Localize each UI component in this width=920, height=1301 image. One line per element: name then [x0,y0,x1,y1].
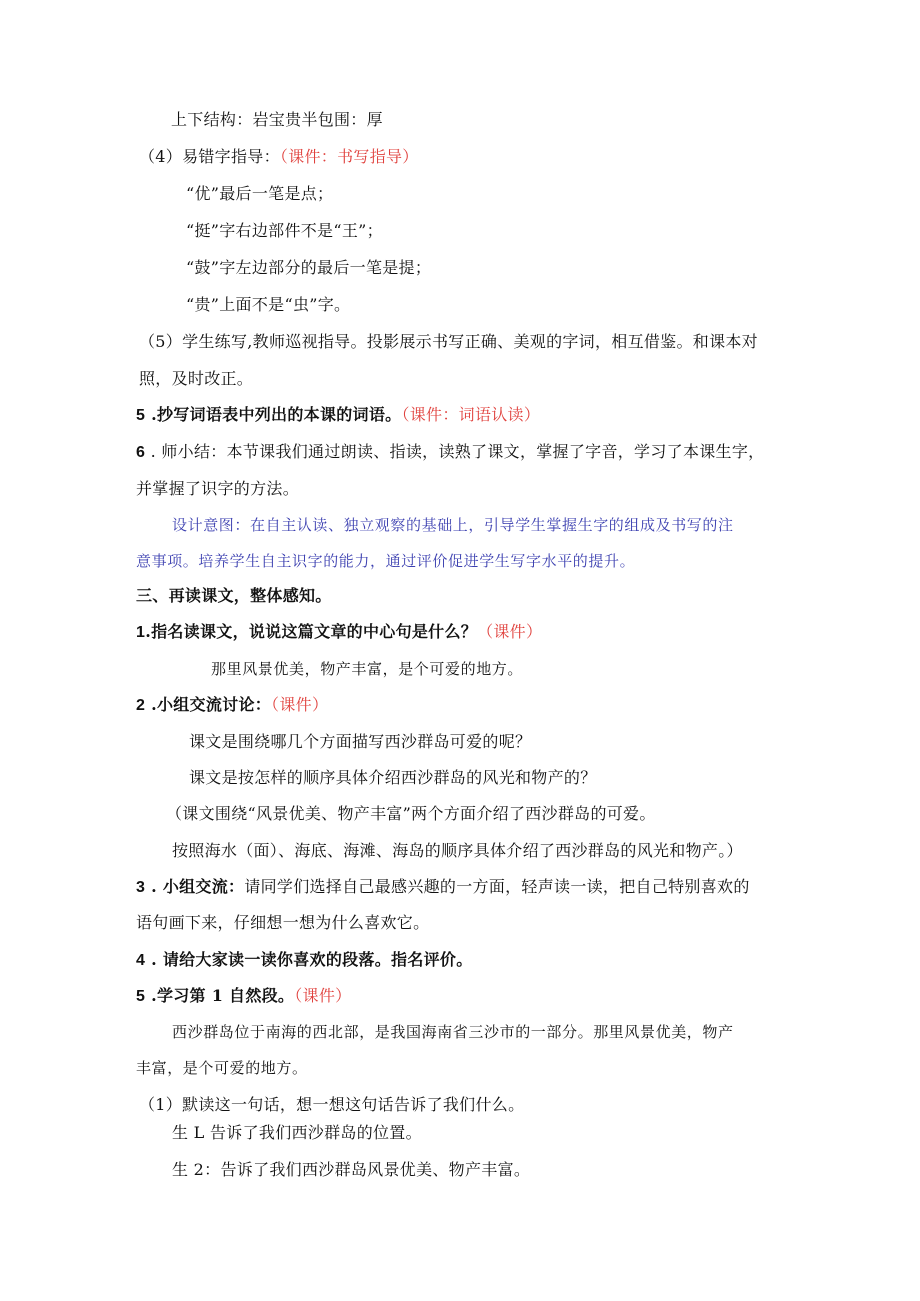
step-number: 5 [136,988,146,1005]
step-text: .学习第 1 自然段。 [145,986,295,1005]
design-intent-line: 设计意图：在自主认读、独立观察的基础上，引导学生掌握生字的组成及书写的注 [172,516,734,534]
answer-line: 按照海水（面）、海底、海滩、海岛的顺序具体介绍了西沙群岛的风光和物产。） [172,841,743,860]
paragraph-line: 照，及时改正。 [139,369,254,388]
step-number: 6 [136,444,146,461]
note-line: “挺”字右边部件不是“王”； [186,221,383,240]
courseware-tag: （课件：书写指导） [279,147,419,166]
step-text: 请同学们选择自己最感兴趣的一方面，轻声读一读，把自己特别喜欢的 [244,877,750,896]
step-text: . 请给大家读一读你喜欢的段落。指名评价。 [145,950,473,969]
question-line: 课文是按怎样的顺序具体介绍西沙群岛的风光和物产的？ [189,768,597,787]
courseware-tag: （课件） [294,986,352,1005]
step-heading [136,622,542,643]
quote-line: 西沙群岛位于南海的西北部，是我国海南省三沙市的一部分。那里风景优美，物产 [172,1023,734,1041]
paragraph-line: 并掌握了识字的方法。 [136,479,300,498]
step-text: . 师小结：本节课我们通过朗读、指读，读熟了课文，掌握了字音，学习了本课生字， [145,442,765,461]
quote-line: 丰富，是个可爱的地方。 [136,1059,308,1077]
design-intent-line: 意事项。培养学生自主识字的能力，通过评价促进学生写字水平的提升。 [136,552,636,570]
question-line: 课文是围绕哪几个方面描写西沙群岛可爱的呢？ [189,732,532,751]
quote-line: 那里风景优美，物产丰富，是个可爱的地方。 [211,660,524,678]
step-heading [136,405,540,426]
courseware-tag: （课件：词语认读） [401,405,541,424]
courseware-tag: （课件） [477,622,543,641]
paragraph-line: （5）学生练写,教师巡视指导。投影展示书写正确、美观的字词，相互借鉴。和课本对 [139,332,758,351]
step-number: 3 [136,879,146,896]
step-text: .抄写词语表中列出的本课的词语。 [145,405,402,424]
step-heading [136,695,328,716]
step-number: 4 [136,952,146,969]
step-heading [136,986,351,1007]
note-line: “贵”上面不是“虫”字。 [186,295,351,314]
section-heading: 三、再读课文，整体感知。 [136,586,332,605]
step-heading [136,877,750,898]
courseware-tag: （课件） [271,695,329,714]
answer-line: （课文围绕“风景优美、物产丰富”两个方面介绍了西沙群岛的可爱。 [166,804,656,823]
step-text: .指名读课文，说说这篇文章的中心句是什么？ [145,622,478,641]
error-prone-guidance-line [139,147,419,167]
structure-line: 上下结构：岩宝贵半包围：厚 [171,110,383,129]
student-answer-line: 生 2：告诉了我们西沙群岛风景优美、物产丰富。 [172,1160,531,1179]
step-title: . 小组交流： [145,877,245,896]
paragraph-line: （1）默读这一句话，想一想这句话告诉了我们什么。 [139,1095,525,1114]
step-number: 5 [136,407,146,424]
step-text: .小组交流讨论： [145,695,272,714]
student-answer-line: 生 L 告诉了我们西沙群岛的位置。 [172,1123,422,1142]
item-text: （4）易错字指导： [139,147,280,166]
paragraph-line: 语句画下来，仔细想一想为什么喜欢它。 [136,913,430,932]
step-number: 2 [136,697,146,714]
note-line: “优”最后一笔是点； [186,184,334,203]
step-heading [136,950,473,971]
note-line: “鼓”字左边部分的最后一笔是提； [186,258,432,277]
step-heading [136,442,764,463]
step-number: 1 [136,624,146,641]
